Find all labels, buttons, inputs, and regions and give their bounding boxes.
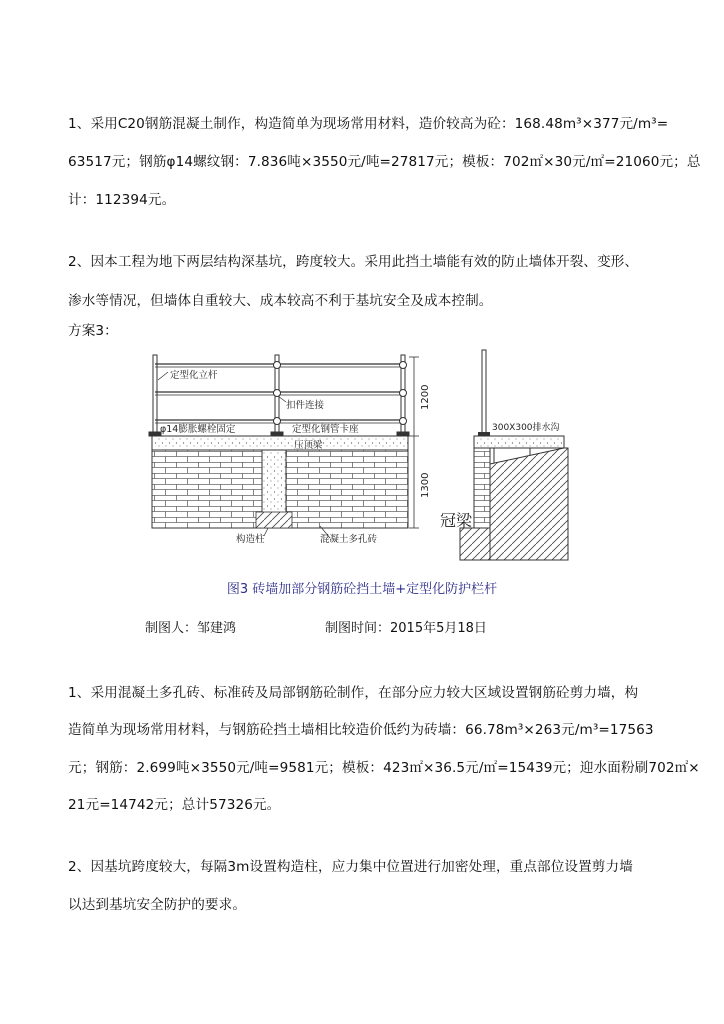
text-line: 以达到基坑安全防护的要求。: [68, 897, 247, 913]
author-credit: 制图人：邹建鸿: [145, 621, 237, 636]
crown-beam-section: [460, 350, 568, 560]
text-line: 元；钢筋：2.699吨×3550元/吨=9581元；模板：423㎡×36.5元/㎡=15439元；迎水面粉刷702㎡×: [68, 760, 700, 776]
text-line: 1、采用混凝土多孔砖、标准砖及局部钢筋砼制作，在部分应力较大区域设置钢筋砼剪力墙，构: [68, 685, 639, 701]
dimension-lines: [409, 357, 419, 528]
date-credit: 制图时间：2015年5月18日: [325, 621, 487, 636]
text-line: 1、采用C20钢筋混凝土制作，构造简单为现场常用材料，造价较高为砼：168.48m³×377元/m³=: [68, 116, 669, 132]
text-line: 21元=14742元；总计57326元。: [68, 797, 281, 813]
text-line: 计：112394元。: [68, 192, 176, 208]
text-line: 2、因本工程为地下两层结构深基坑，跨度较大。采用此挡土墙能有效的防止墙体开裂、变形、: [68, 254, 639, 270]
text-line: 2、因基坑跨度较大，每隔3m设置构造柱，应力集中位置进行加密处理，重点部位设置剪力墙: [68, 859, 633, 875]
label-column: 构造柱: [236, 534, 265, 545]
figure-caption: 图3 砖墙加部分钢筋砼挡土墙+定型化防护栏杆: [226, 582, 498, 597]
label-drain: 300X300排水沟: [492, 423, 560, 433]
text-line: 渗水等情况，但墙体自重较大、成本较高不利于基坑安全及成本控制。: [68, 293, 493, 309]
label-brick: 混凝土多孔砖: [320, 534, 378, 545]
text-line: 造简单为现场常用材料，与钢筋砼挡土墙相比较造价低约为砖墙：66.78m³×263元/m³=17563: [68, 722, 654, 738]
text-line: 63517元；钢筋φ14螺纹钢：7.836吨×3550元/吨=27817元；模板：702㎡×30元/㎡=21060元；总: [68, 154, 701, 170]
top-beam: [152, 436, 408, 450]
label-pipe-seat: 定型化钢管卡座: [292, 424, 359, 435]
label-crown-beam: 冠梁: [440, 511, 473, 530]
label-bolt: φ14膨胀螺栓固定: [160, 424, 236, 435]
label-dim-bottom: 1300: [420, 472, 431, 498]
label-clamp: 扣件连接: [286, 400, 325, 411]
label-top-beam: 压顶梁: [294, 440, 323, 451]
scheme-label: 方案3：: [68, 323, 118, 339]
label-dim-top: 1200: [420, 384, 431, 410]
label-upright: 定型化立杆: [170, 370, 218, 381]
